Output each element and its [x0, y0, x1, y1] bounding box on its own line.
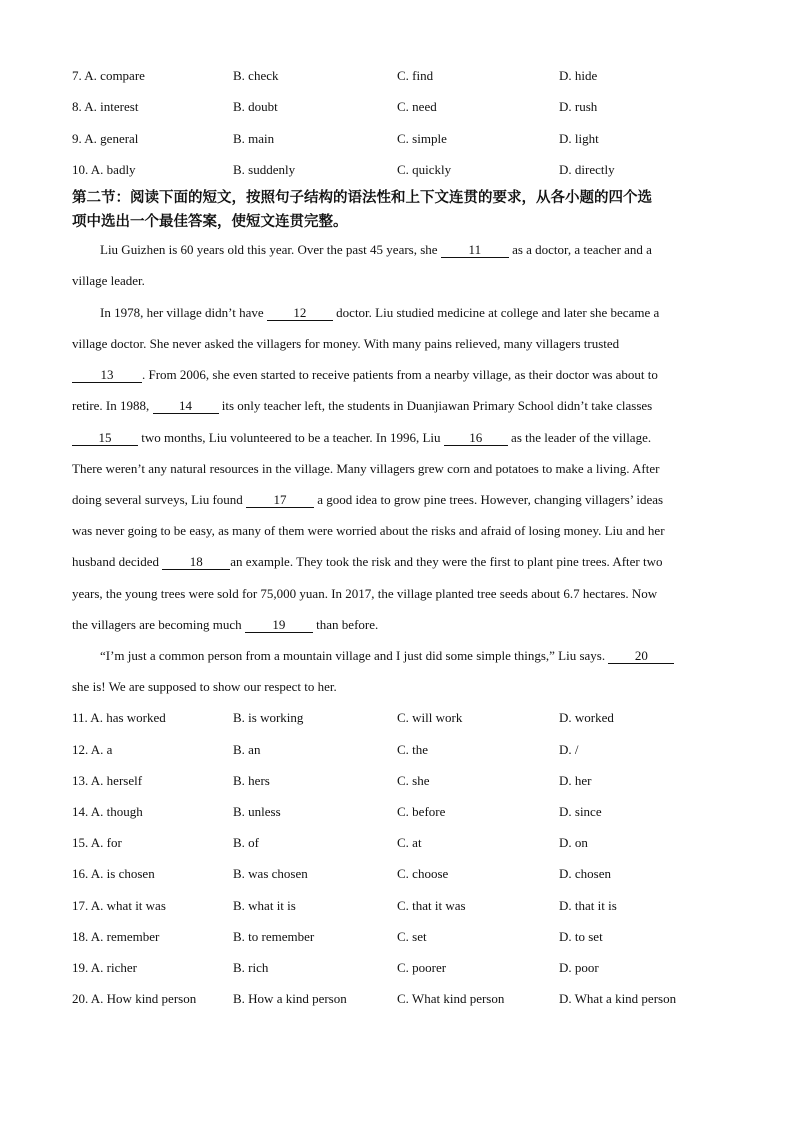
passage-line [72, 365, 722, 385]
blank-20[interactable]: 20 [608, 648, 674, 664]
option-row-18 [72, 927, 732, 947]
passage-line [100, 646, 722, 666]
option-d: D. worked [559, 710, 614, 725]
passage-text: the villagers are becoming much [72, 617, 245, 632]
passage-text: . From 2006, she even started to receive patients from a nearby village, as their doctor was about to [142, 367, 658, 382]
passage-text: as a doctor, a teacher and a [508, 242, 652, 257]
option-d: D. her [559, 773, 592, 788]
option-a: 10. A. badly [72, 162, 136, 177]
option-row-16 [72, 864, 732, 884]
option-c: C. the [397, 742, 429, 757]
option-b: B. doubt [233, 99, 278, 114]
option-b: B. of [233, 835, 259, 850]
passage-line [100, 303, 750, 323]
passage-line: village leader. [72, 273, 145, 288]
option-d: D. that it is [559, 898, 617, 913]
option-d: D. on [559, 835, 588, 850]
passage-text: than before. [312, 617, 379, 632]
option-a: 15. A. for [72, 835, 122, 850]
option-row-15 [72, 833, 732, 853]
passage-line: village doctor. She never asked the villagers for money. With many pains relieved, many villagers trusted [72, 336, 620, 351]
option-d: D. / [559, 742, 579, 757]
option-b: B. unless [233, 804, 281, 819]
option-c: C. poorer [397, 960, 447, 975]
option-row-20 [72, 989, 732, 1009]
passage-text: doing several surveys, Liu found [72, 492, 247, 507]
passage-text: Liu Guizhen is 60 years old this year. Over the past 45 years, she [100, 242, 441, 257]
option-c: C. that it was [397, 898, 466, 913]
option-row-13 [72, 771, 732, 791]
passage-text: “I’m just a common person from a mountain village and I just did some simple things,” Liu says. [100, 648, 609, 663]
option-c: C. set [397, 929, 427, 944]
blank-11[interactable]: 11 [441, 242, 509, 258]
option-b: B. main [233, 131, 275, 146]
option-a: 13. A. herself [72, 773, 143, 788]
option-row-10 [72, 160, 732, 180]
option-b: B. an [233, 742, 261, 757]
passage-line: years, the young trees were sold for 75,000 yuan. In 2017, the village planted tree seeds about 6.7 hectares. Now [72, 586, 658, 601]
option-row-14 [72, 802, 732, 822]
option-b: B. rich [233, 960, 269, 975]
option-b: B. check [233, 68, 279, 83]
option-c: C. will work [397, 710, 463, 725]
option-a: 8. A. interest [72, 99, 139, 114]
blank-13[interactable]: 13 [72, 367, 142, 383]
passage-text: two months, Liu volunteered to be a teacher. In 1996, Liu [138, 430, 444, 445]
option-c: C. before [397, 804, 446, 819]
option-a: 9. A. general [72, 131, 139, 146]
option-d: D. chosen [559, 866, 611, 881]
option-a: 12. A. a [72, 742, 113, 757]
passage-text: husband decided [72, 554, 163, 569]
option-c: C. at [397, 835, 422, 850]
option-b: B. How a kind person [233, 991, 347, 1006]
option-row-8 [72, 97, 732, 117]
passage-line [100, 240, 750, 260]
blank-18[interactable]: 18 [162, 554, 230, 570]
option-a: 14. A. though [72, 804, 143, 819]
option-c: C. What kind person [397, 991, 505, 1006]
option-d: D. What a kind person [559, 991, 677, 1006]
option-a: 17. A. what it was [72, 898, 166, 913]
blank-16[interactable]: 16 [444, 430, 508, 446]
passage-line [72, 428, 722, 448]
blank-15[interactable]: 15 [72, 430, 138, 446]
option-d: D. to set [559, 929, 603, 944]
option-d: D. directly [559, 162, 615, 177]
option-c: C. quickly [397, 162, 452, 177]
passage-line [72, 396, 722, 416]
passage-text: a good idea to grow pine trees. However, changing villagers’ ideas [314, 492, 664, 507]
passage-text: an example. They took the risk and they were the first to plant pine trees. After two [230, 554, 663, 569]
option-b: B. what it is [233, 898, 296, 913]
option-c: C. need [397, 99, 437, 114]
option-a: 7. A. compare [72, 68, 145, 83]
option-d: D. since [559, 804, 602, 819]
passage-text: retire. In 1988, [72, 398, 153, 413]
option-c: C. choose [397, 866, 449, 881]
option-a: 16. A. is chosen [72, 866, 155, 881]
blank-12[interactable]: 12 [267, 305, 333, 321]
passage-line [72, 490, 722, 510]
option-a: 11. A. has worked [72, 710, 166, 725]
passage-line: she is! We are supposed to show our respect to her. [72, 679, 337, 694]
option-row-11 [72, 708, 732, 728]
option-b: B. was chosen [233, 866, 308, 881]
passage-line: There weren’t any natural resources in the village. Many villagers grew corn and potatoes to make a living. After [72, 461, 660, 476]
option-c: C. she [397, 773, 430, 788]
blank-14[interactable]: 14 [153, 398, 219, 414]
blank-19[interactable]: 19 [245, 617, 313, 633]
section-heading-line-1: 第二节：阅读下面的短文，按照句子结构的语法性和上下文连贯的要求，从各小题的四个选 [72, 190, 652, 206]
option-b: B. is working [233, 710, 304, 725]
option-d: D. rush [559, 99, 598, 114]
section-heading-line-2: 项中选出一个最佳答案，使短文连贯完整。 [72, 214, 348, 230]
option-row-7 [72, 66, 732, 86]
passage-line [72, 615, 722, 635]
option-d: D. light [559, 131, 599, 146]
passage-text: doctor. Liu studied medicine at college and later she became a [332, 305, 660, 320]
option-a: 19. A. richer [72, 960, 137, 975]
passage-text: In 1978, her village didn’t have [100, 305, 267, 320]
option-row-12 [72, 740, 732, 760]
option-d: D. hide [559, 68, 598, 83]
passage-line [72, 552, 722, 572]
option-c: C. find [397, 68, 434, 83]
option-b: B. hers [233, 773, 270, 788]
option-row-19 [72, 958, 732, 978]
blank-17[interactable]: 17 [246, 492, 314, 508]
option-row-9 [72, 129, 732, 149]
option-d: D. poor [559, 960, 599, 975]
option-b: B. suddenly [233, 162, 296, 177]
option-a: 18. A. remember [72, 929, 160, 944]
passage-text: as the leader of the village. [507, 430, 652, 445]
passage-text: its only teacher left, the students in Duanjiawan Primary School didn’t take classes [218, 398, 653, 413]
option-b: B. to remember [233, 929, 315, 944]
passage-line: was never going to be easy, as many of them were worried about the risks and afraid of losing money. Liu and her [72, 523, 665, 538]
option-row-17 [72, 896, 732, 916]
option-a: 20. A. How kind person [72, 991, 197, 1006]
option-c: C. simple [397, 131, 447, 146]
